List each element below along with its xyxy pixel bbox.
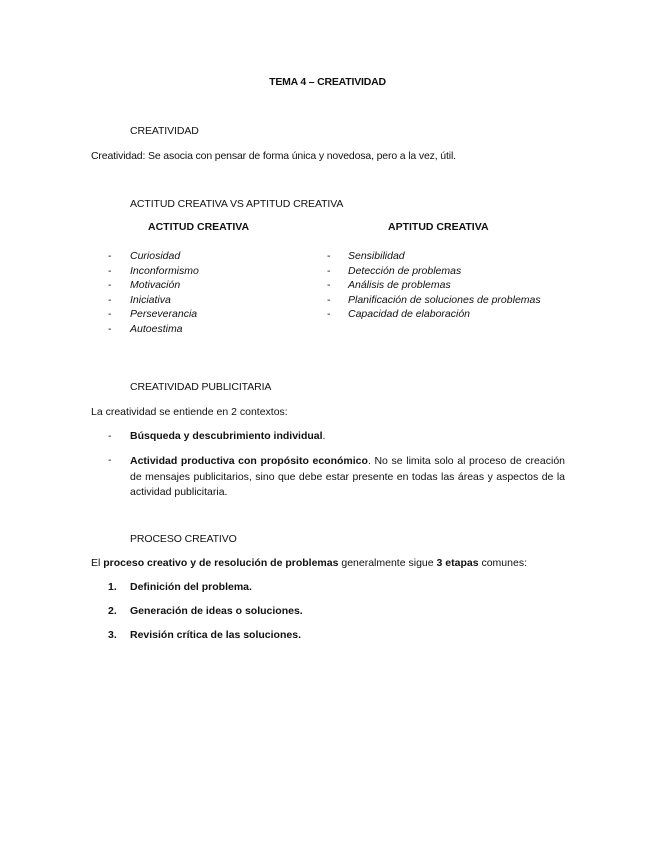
step-text: Generación de ideas o soluciones. <box>130 605 303 617</box>
aptitud-item: Sensibilidad <box>348 250 405 262</box>
proceso-intro <box>91 557 527 569</box>
list-item-paragraph <box>130 454 565 501</box>
list-dash: - <box>108 264 112 277</box>
actitud-item: Perseverancia <box>130 308 198 320</box>
actitud-item: Inconformismo <box>130 264 199 277</box>
publicitaria-intro: La creatividad se entiende en 2 contextos: <box>91 406 288 418</box>
list-dash: - <box>108 279 112 291</box>
list-dash: - <box>327 308 331 320</box>
section-heading-proceso: PROCESO CREATIVO <box>130 533 237 545</box>
step-text: Definición del problema. <box>130 581 252 593</box>
intro-start: El <box>91 557 104 569</box>
list-dash: - <box>327 293 331 306</box>
list-dash: - <box>108 322 112 335</box>
aptitud-item: Planificación de soluciones de problemas <box>348 293 541 306</box>
actitud-item: Curiosidad <box>130 250 181 262</box>
aptitud-item: Detección de problemas <box>348 264 462 277</box>
list-dash: - <box>327 264 331 277</box>
step-number: 3. <box>108 629 117 641</box>
step-number: 1. <box>108 581 117 593</box>
actitud-item: Motivación <box>130 279 181 291</box>
item-bold-text: Actividad productiva con propósito económico <box>130 455 368 467</box>
actitud-item: Iniciativa <box>130 293 171 306</box>
step-text: Revisión crítica de las soluciones. <box>130 629 301 641</box>
step-number: 2. <box>108 605 117 617</box>
item-end: . <box>322 430 326 442</box>
list-dash: - <box>108 293 112 306</box>
aptitud-item: Capacidad de elaboración <box>348 308 471 320</box>
intro-bold-phrase: proceso creativo y de resolución de problemas <box>103 557 339 569</box>
aptitud-item: Análisis de problemas <box>348 279 451 291</box>
item-body-text: . No se limita solo al proceso de creación de mensajes publicitarios, sino que debe estar presente en todas las áreas y aspectos de la actividad publicitaria. <box>130 455 565 498</box>
section-heading-publicitaria: CREATIVIDAD PUBLICITARIA <box>130 381 272 393</box>
column-heading-aptitud: APTITUD CREATIVA <box>388 221 489 233</box>
page-title: TEMA 4 – CREATIVIDAD <box>269 76 386 88</box>
creatividad-definition: Creatividad: Se asocia con pensar de forma única y novedosa, pero a la vez, útil. <box>91 150 456 162</box>
list-dash: - <box>108 308 112 320</box>
column-heading-actitud: ACTITUD CREATIVA <box>148 221 250 233</box>
actitud-item: Autoestima <box>130 322 183 335</box>
list-dash: - <box>327 279 331 291</box>
item-bold-text: Búsqueda y descubrimiento individual <box>130 430 323 442</box>
list-dash: - <box>108 250 112 262</box>
list-dash: - <box>108 430 112 442</box>
list-item <box>130 430 325 442</box>
list-dash: - <box>327 250 331 262</box>
intro-bold-stages: 3 etapas <box>436 557 479 569</box>
section-heading-creatividad: CREATIVIDAD <box>130 125 199 137</box>
intro-mid: generalmente sigue <box>338 557 437 569</box>
list-dash: - <box>108 454 112 466</box>
section-heading-actitud-aptitud: ACTITUD CREATIVA VS APTITUD CREATIVA <box>130 198 344 210</box>
intro-end: comunes: <box>478 557 527 569</box>
